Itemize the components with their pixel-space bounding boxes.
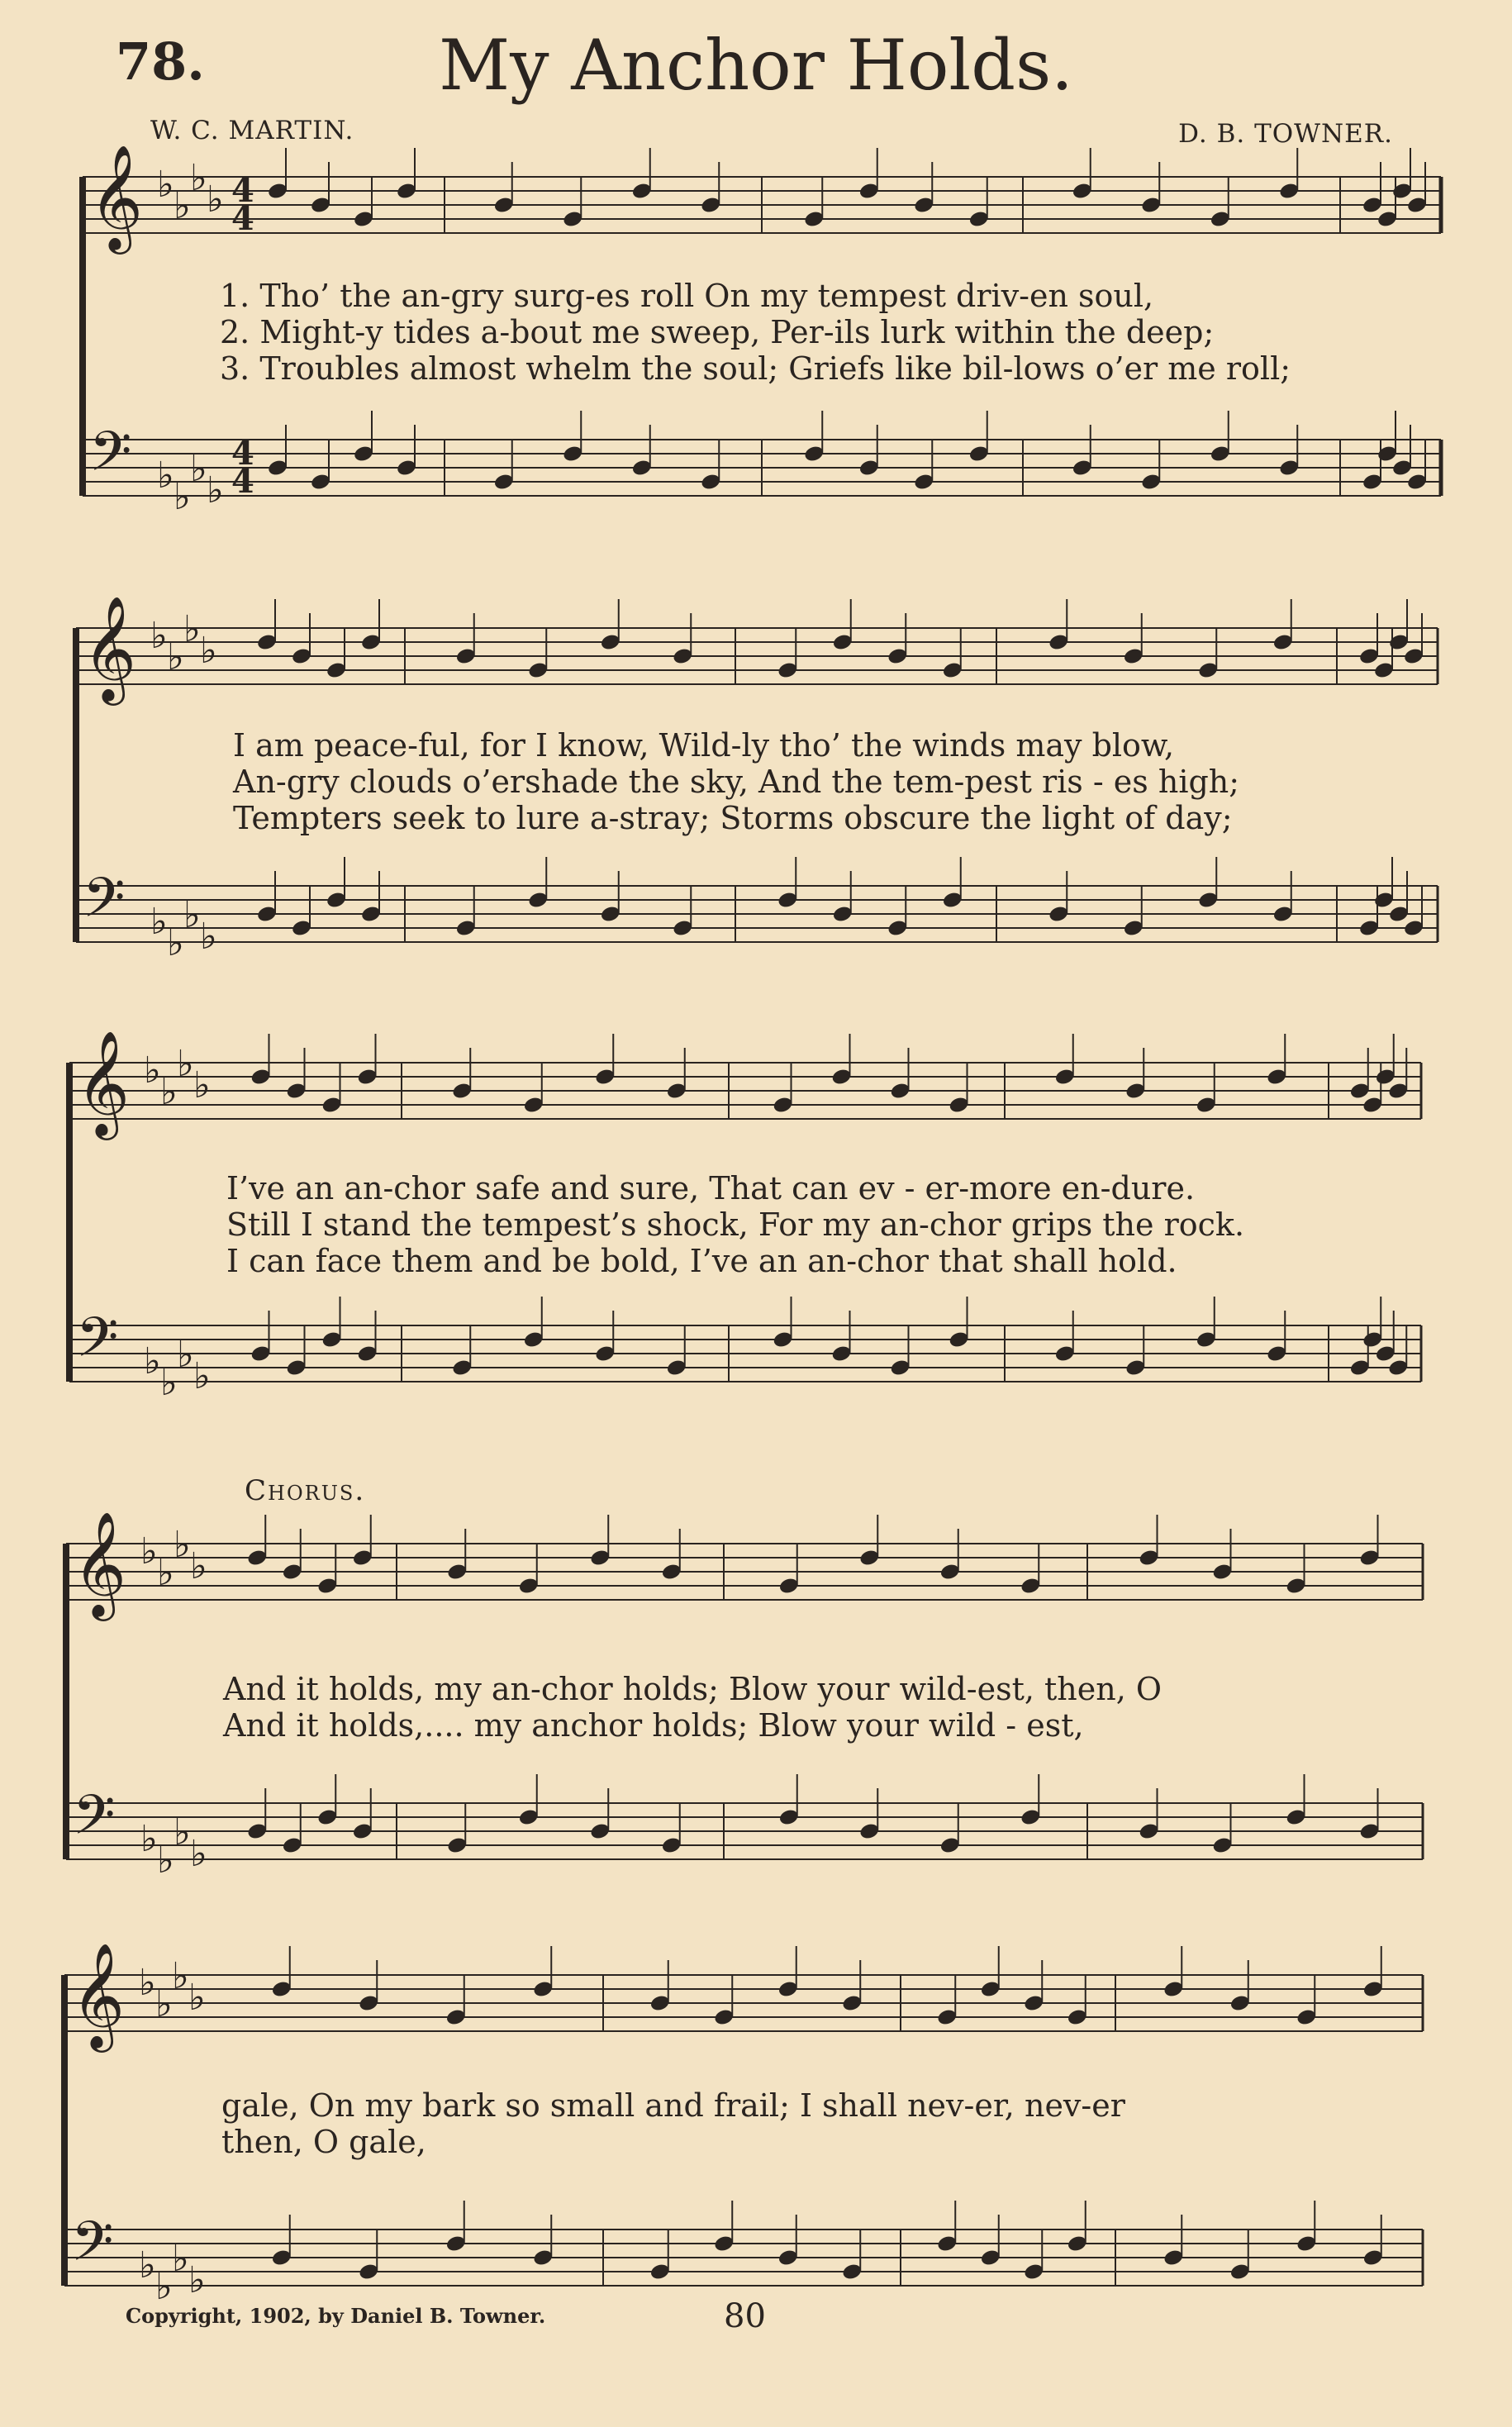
flat-sign: ♭ xyxy=(190,448,207,490)
bass-clef: 𝄢 xyxy=(71,2210,114,2287)
composer-credit: D. B. TOWNER. xyxy=(1178,119,1393,149)
verse-line: An-gry clouds o’ershade the sky, And the tem-pest ris - es high; xyxy=(233,764,1240,800)
flat-sign: ♭ xyxy=(160,1071,178,1113)
flat-sign: ♭ xyxy=(157,1552,174,1594)
copyright-notice: Copyright, 1902, by Daniel B. Towner. xyxy=(126,2304,546,2328)
verse-line: 1. Tho’ the an-gry surg-es roll On my tempest driv-en soul, xyxy=(220,278,1154,314)
chorus-label: Chorus. xyxy=(245,1474,366,1507)
time-signature: 4 xyxy=(231,199,254,238)
verse-line: I’ve an an-chor safe and sure, That can ev - er-more en-dure. xyxy=(226,1170,1196,1206)
flat-sign: ♭ xyxy=(174,185,191,227)
flat-sign: ♭ xyxy=(139,2244,156,2287)
treble-clef: 𝄞 xyxy=(83,595,137,701)
flat-sign: ♭ xyxy=(174,1524,191,1566)
flat-sign: ♭ xyxy=(150,615,168,657)
time-signature: 4 xyxy=(231,462,254,501)
verse-line: I can face them and be bold, I’ve an an-chor that shall hold. xyxy=(226,1243,1177,1279)
flat-sign: ♭ xyxy=(167,636,184,678)
flat-sign: ♭ xyxy=(139,1962,156,2004)
flat-sign: ♭ xyxy=(200,630,217,672)
flat-sign: ♭ xyxy=(155,2266,173,2308)
flat-sign: ♭ xyxy=(157,454,174,497)
flat-sign: ♭ xyxy=(144,1340,161,1382)
verse-line: Still I stand the tempest’s shock, For my an-chor grips the rock. xyxy=(226,1206,1245,1243)
flat-sign: ♭ xyxy=(177,1334,194,1376)
verse-line: And it holds, my an-chor holds; Blow your wild-est, then, O xyxy=(223,1671,1163,1707)
flat-sign: ♭ xyxy=(157,164,174,206)
lyricist-credit: W. C. MARTIN. xyxy=(150,116,354,145)
flat-sign: ♭ xyxy=(150,901,168,943)
flat-sign: ♭ xyxy=(172,1955,189,1997)
flat-sign: ♭ xyxy=(140,1530,158,1573)
flat-sign: ♭ xyxy=(160,1362,178,1404)
verse-line: Tempters seek to lure a-stray; Storms obscure the light of day; xyxy=(233,800,1233,836)
flat-sign: ♭ xyxy=(174,476,191,518)
bass-clef: 𝄢 xyxy=(76,1306,119,1382)
treble-clef: 𝄞 xyxy=(73,1511,127,1616)
verse-line: I am peace-ful, for I know, Wild-ly tho’ the winds may blow, xyxy=(233,727,1175,764)
flat-sign: ♭ xyxy=(155,1983,173,2025)
flat-sign: ♭ xyxy=(207,469,224,512)
bass-clef: 𝄢 xyxy=(73,1783,116,1860)
hymn-title: My Anchor Holds. xyxy=(439,25,1073,106)
flat-sign: ♭ xyxy=(190,1833,207,1875)
verse-line: And it holds,.... my anchor holds; Blow your wild - est, xyxy=(223,1707,1084,1744)
flat-sign: ♭ xyxy=(200,916,217,958)
page-number: 80 xyxy=(724,2297,766,2335)
flat-sign: ♭ xyxy=(190,157,207,199)
flat-sign: ♭ xyxy=(172,2238,189,2280)
verse-line: then, O gale, xyxy=(221,2124,426,2160)
bass-clef: 𝄢 xyxy=(89,420,132,497)
flat-sign: ♭ xyxy=(183,894,201,936)
treble-clef: 𝄞 xyxy=(71,1942,126,2048)
flat-sign: ♭ xyxy=(183,608,201,650)
treble-clef: 𝄞 xyxy=(76,1030,131,1135)
treble-clef: 𝄞 xyxy=(89,144,144,250)
flat-sign: ♭ xyxy=(190,1545,207,1587)
flat-sign: ♭ xyxy=(167,922,184,964)
hymn-number: 78. xyxy=(116,31,205,92)
verse-line: gale, On my bark so small and frail; I shall nev-er, nev-er xyxy=(221,2087,1125,2124)
flat-sign: ♭ xyxy=(140,1818,158,1860)
flat-sign: ♭ xyxy=(188,1977,206,2019)
flat-sign: ♭ xyxy=(157,1839,174,1882)
time-signature: 4 xyxy=(231,171,254,210)
time-signature: 4 xyxy=(231,434,254,473)
bass-clef: 𝄢 xyxy=(83,866,126,943)
verse-line: 2. Might-y tides a-bout me sweep, Per-ils lurk within the deep; xyxy=(220,314,1215,350)
verse-line: 3. Troubles almost whelm the soul; Griefs like bil-lows o’er me roll; xyxy=(220,350,1291,387)
flat-sign: ♭ xyxy=(193,1355,211,1397)
flat-sign: ♭ xyxy=(207,178,224,221)
flat-sign: ♭ xyxy=(188,2259,206,2301)
flat-sign: ♭ xyxy=(193,1064,211,1106)
flat-sign: ♭ xyxy=(174,1811,191,1854)
flat-sign: ♭ xyxy=(144,1049,161,1092)
flat-sign: ♭ xyxy=(177,1043,194,1085)
